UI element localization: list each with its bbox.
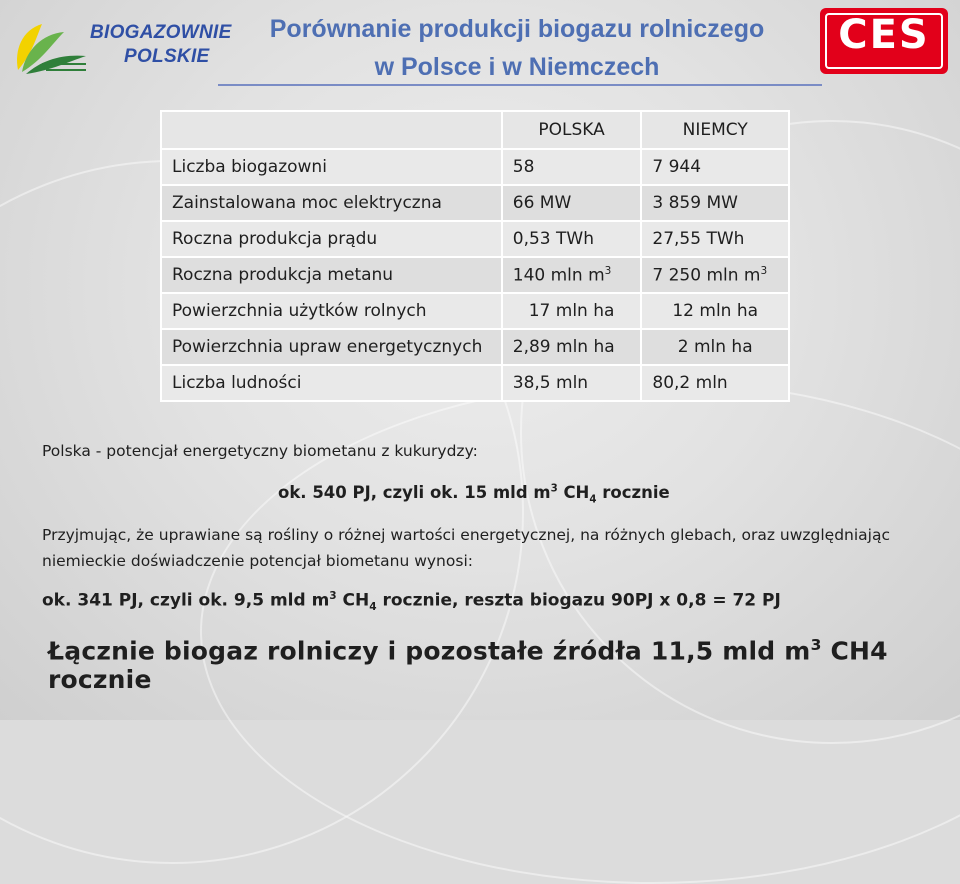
- superscript: 3: [550, 483, 558, 495]
- value-polska: 17 mln ha: [502, 293, 642, 329]
- title-line1: Porównanie produkcji biogazu rolniczego: [269, 15, 765, 43]
- value-niemcy: 7 944: [641, 149, 789, 185]
- page-title: [232, 10, 802, 86]
- header-polska: POLSKA: [502, 111, 642, 149]
- table-row: [161, 329, 789, 365]
- value-polska: 66 MW: [502, 185, 642, 221]
- text-part: ok. 341 PJ, czyli ok. 9,5 mld m: [42, 590, 330, 611]
- potential-intro-text: Polska - potencjał energetyczny biometanu z kukurydzy:: [42, 442, 478, 460]
- subscript: 4: [589, 494, 597, 506]
- text-part: CH4 rocznie: [48, 636, 888, 695]
- title-divider: [218, 84, 822, 86]
- value-niemcy: 3 859 MW: [641, 185, 789, 221]
- value-niemcy: 80,2 mln: [641, 365, 789, 401]
- header-empty: [161, 111, 502, 149]
- corn-potential-value: [278, 483, 670, 505]
- logo-text-line1: BIOGAZOWNIE: [90, 22, 232, 43]
- value-niemcy: 2 mln ha: [641, 329, 789, 365]
- superscript: 3: [604, 264, 612, 277]
- row-label: Roczna produkcja prądu: [161, 221, 502, 257]
- value-polska: 38,5 mln: [502, 365, 642, 401]
- text-part: CH: [336, 590, 370, 611]
- table-row: [161, 293, 789, 329]
- row-label: Powierzchnia upraw energetycznych: [161, 329, 502, 365]
- biogazownie-polskie-logo: [12, 18, 232, 78]
- row-label: Roczna produkcja metanu: [161, 257, 502, 293]
- ces-logo-text: CES: [838, 12, 930, 58]
- assumption-paragraph: Przyjmując, że uprawiane są rośliny o różnej wartości energetycznej, na różnych glebach, oraz uwzględniając niemieckie doświadczenie potencjał biometanu wynosi:: [42, 526, 891, 570]
- text-part: rocznie, reszta biogazu 90PJ x 0,8 = 72 PJ: [376, 590, 781, 611]
- value-niemcy: 27,55 TWh: [641, 221, 789, 257]
- total-summary: [48, 636, 960, 694]
- text-part: ok. 540 PJ, czyli ok. 15 mld m: [278, 483, 551, 502]
- superscript: 3: [329, 590, 337, 602]
- table-row: [161, 365, 789, 401]
- row-label: Powierzchnia użytków rolnych: [161, 293, 502, 329]
- ces-logo: [820, 8, 948, 74]
- table-row: [161, 221, 789, 257]
- value-polska: 2,89 mln ha: [502, 329, 642, 365]
- table-row: [161, 149, 789, 185]
- table-row: [161, 185, 789, 221]
- value-polska: 0,53 TWh: [502, 221, 642, 257]
- subscript: 4: [369, 601, 377, 614]
- biomethane-potential-value: [42, 590, 781, 613]
- value-niemcy: 12 mln ha: [641, 293, 789, 329]
- row-label: Liczba biogazowni: [161, 149, 502, 185]
- value-polska: [502, 257, 642, 293]
- value-text: 140 mln m: [512, 265, 605, 286]
- header-niemcy: NIEMCY: [641, 111, 789, 149]
- title-line2: w Polsce i w Niemczech: [374, 53, 660, 81]
- value-niemcy: [641, 257, 789, 293]
- row-label: Liczba ludności: [161, 365, 502, 401]
- logo-text-line2: POLSKIE: [124, 46, 210, 67]
- table-header-row: [161, 111, 789, 149]
- text-part: Łącznie biogaz rolniczy i pozostałe źródła 11,5 mld m: [48, 636, 811, 666]
- text-part: rocznie: [596, 483, 670, 502]
- superscript: 3: [810, 636, 822, 654]
- leaf-logo-icon: [12, 20, 88, 76]
- value-polska: 58: [502, 149, 642, 185]
- table-row: [161, 257, 789, 293]
- superscript: 3: [760, 264, 768, 277]
- text-part: CH: [557, 483, 590, 502]
- value-text: 7 250 mln m: [652, 265, 761, 286]
- comparison-table: [160, 110, 790, 402]
- row-label: Zainstalowana moc elektryczna: [161, 185, 502, 221]
